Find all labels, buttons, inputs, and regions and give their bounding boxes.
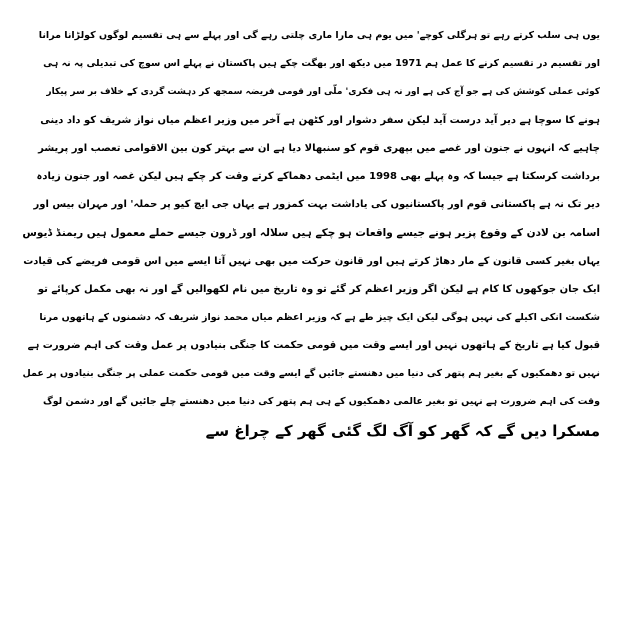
urdu-paragraph	[20, 22, 600, 445]
text-line-9: یہاں بغیر کسی قانون کے مار دھاڑ کرتے ہیں اور قانون حرکت میں بھی نہیں آتا ایسے میں اس قومی فریضے کی قیادت	[23, 255, 600, 267]
text-line-2: اور تقسیم در تقسیم کرنے کا عمل ہم 1971 میں دیکھ اور بھگت چکے ہیں پاکستان نے پہلے اس سوچ کی تبدیلی پہ نہ ہی	[43, 58, 600, 70]
text-line-8: اسامہ بن لادن کے وقوع پزیر ہونے جیسے واقعات ہو چکے ہیں سلالہ اور ڈرون جیسے حملے معمول ہیں ریمنڈ ڈیوس	[22, 227, 600, 240]
text-line-15: مسکرا دیں گے کہ گھر کو آگ لگ گئی گھر کے چراغ سے	[205, 421, 600, 440]
text-line-1: یوں ہی سلب کرتے رہے تو ہرگلی کوچے' میں یوم ہی مارا ماری چلتی رہے گی اور پہلے سے ہی تقسیم لوگوں کولڑانا مرانا	[38, 30, 600, 41]
text-line-6: برداشت کرسکتا ہے جیسا کہ وہ پہلے بھی 1998 میں ایٹمی دھماکے کرتے وقت کر چکے ہیں لیکن غصہ اور جنون زیادہ	[36, 170, 600, 182]
text-line-11: شکست انکی اکیلے کی نہیں ہوگی لیکن ایک چیز طے ہے کہ وزیر اعظم میاں محمد نواز شریف کہ دشمنوں کے ہاتھوں مرنا	[39, 311, 600, 323]
text-line-5: چاہیے کہ انہوں نے جنون اور غصے میں بپھری قوم کو سنبھالا دیا ہے ان سے بہتر کون بین الاقوامی تعصب اور پریشر	[38, 142, 600, 154]
text-line-3: کوئی عملی کوشش کی ہے جو آج کی ہے اور نہ ہی فکری' ملّی اور قومی فریضہ سمجھ کر دہشت گردی کے خلاف بر سر پیکار	[46, 87, 600, 98]
text-line-10: ایک جان جوکھوں کا کام ہے لیکن اگر وزیر اعظم کر گئے تو وہ تاریخ میں نام لکھوالیں گے اور نہ بھی مکمل کرپائے تو	[37, 283, 600, 295]
text-line-12: قبول کیا ہے تاریخ کے ہاتھوں نہیں اور ایسے وقت میں قومی حکمت کا جنگی بنیادوں پر عمل وقت کی اہم ضرورت ہے	[27, 340, 600, 352]
text-line-13: نہیں تو دھمکیوں کے بغیر ہم پتھر کی دنیا میں دھنستے جائیں گے ایسے وقت میں قومی حکمت عملی پر جنگی بنیادوں پر عمل	[22, 368, 600, 380]
text-line-14: وقت کی اہم ضرورت ہے نہیں تو بغیر عالمی دھمکیوں کے ہی ہم پتھر کی دنیا میں دھنستے چلے جائیں گے اور دشمن لوگ	[42, 396, 600, 408]
text-line-7: دیر تک نہ ہے پاکستانی قوم اور پاکستانیوں کی یاداشت بہت کمزور ہے یہاں جی ایچ کیو پر حملہ' اور مہران بیس اور	[33, 199, 600, 211]
text-line-4: ہونے کا سوچا ہے دیر آید درست آید لیکن سفر دشوار اور کٹھن ہے آخر میں وزیر اعظم میاں نواز شریف کو داد دینی	[40, 114, 600, 126]
